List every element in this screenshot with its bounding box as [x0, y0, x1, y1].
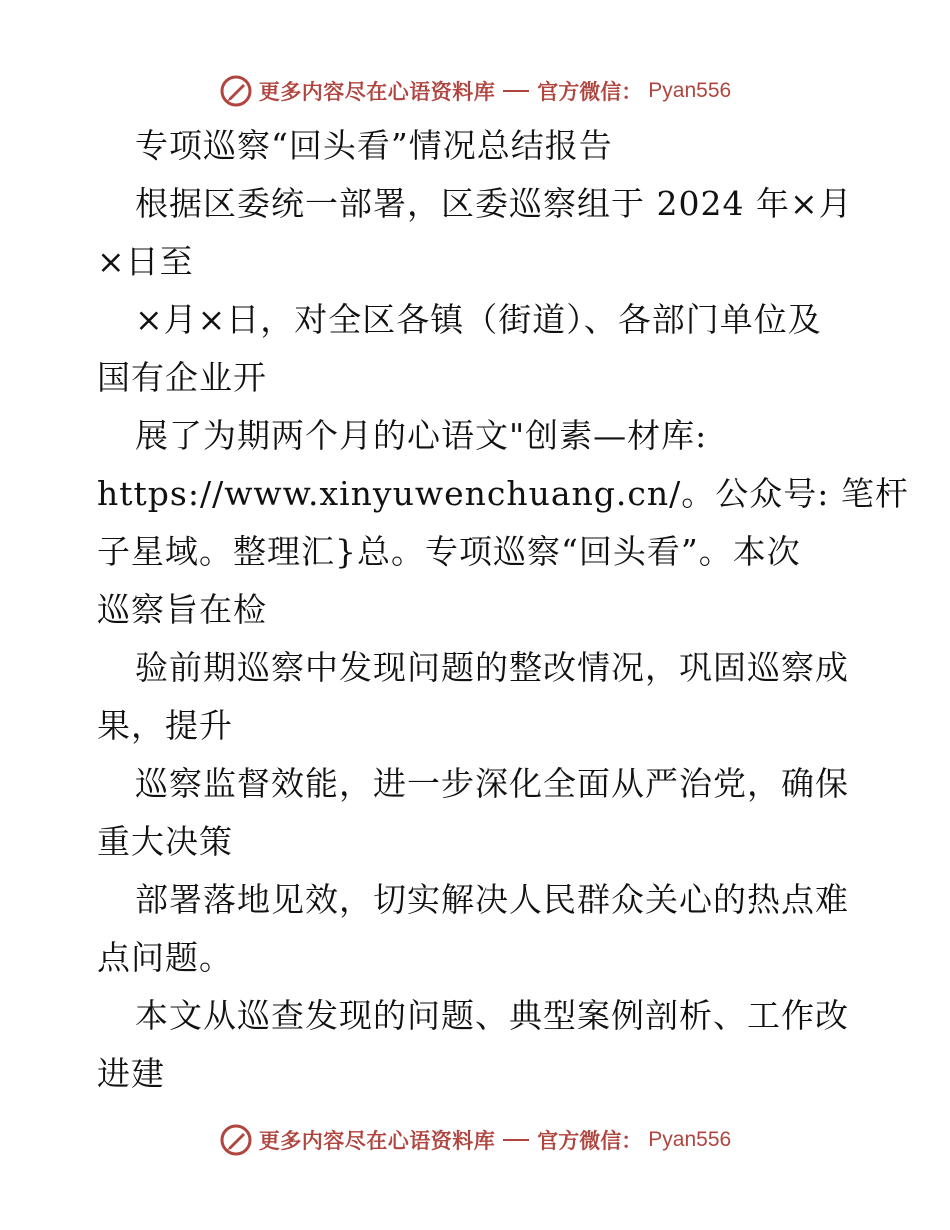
footer-watermark-banner — [0, 1120, 950, 1160]
doc-line-1: 根据区委统一部署，区委巡察组于 2024 年×月 — [135, 184, 853, 223]
doc-line-9: 验前期巡察中发现问题的整改情况，巩固巡察成 — [135, 648, 849, 687]
doc-line-10: 果，提升 — [97, 706, 233, 745]
doc-line-11: 巡察监督效能，进一步深化全面从严治党，确保 — [135, 764, 849, 803]
pen-logo-icon — [219, 1123, 253, 1157]
doc-line-8: 巡察旨在检 — [97, 590, 267, 629]
banner-dash — [503, 1139, 529, 1141]
banner-title: 更多内容尽在心语资料库 — [258, 79, 496, 104]
doc-line-7: 子星域。整理汇}总。专项巡察“回头看”。本次 — [97, 532, 801, 571]
doc-line-14: 点问题。 — [97, 938, 233, 977]
banner-wechat-id: Pyan556 — [648, 1128, 732, 1151]
banner-wechat-label: 官方微信： — [537, 79, 643, 104]
header-watermark-banner — [0, 71, 950, 111]
doc-line-12: 重大决策 — [97, 822, 233, 861]
banner-title: 更多内容尽在心语资料库 — [258, 1128, 496, 1153]
doc-title: 专项巡察“回头看”情况总结报告 — [135, 126, 613, 165]
pen-logo-icon — [219, 74, 253, 108]
doc-line-5: 展了为期两个月的心语文"创素—材库: — [135, 416, 708, 455]
doc-line-16: 进建 — [97, 1054, 165, 1093]
doc-line-13: 部署落地见效，切实解决人民群众关心的热点难 — [135, 880, 849, 919]
doc-line-4: 国有企业开 — [97, 358, 267, 397]
doc-line-2: ×日至 — [97, 242, 194, 281]
doc-line-15: 本文从巡查发现的问题、典型案例剖析、工作改 — [135, 996, 849, 1035]
doc-line-3: ×月×日，对全区各镇（街道）、各部门单位及 — [135, 300, 822, 339]
banner-wechat-id: Pyan556 — [648, 79, 732, 102]
banner-dash — [503, 90, 529, 92]
doc-line-6: https://www.xinyuwenchuang.cn/。公众号: 笔杆 — [97, 474, 909, 513]
banner-wechat-label: 官方微信： — [537, 1128, 643, 1153]
